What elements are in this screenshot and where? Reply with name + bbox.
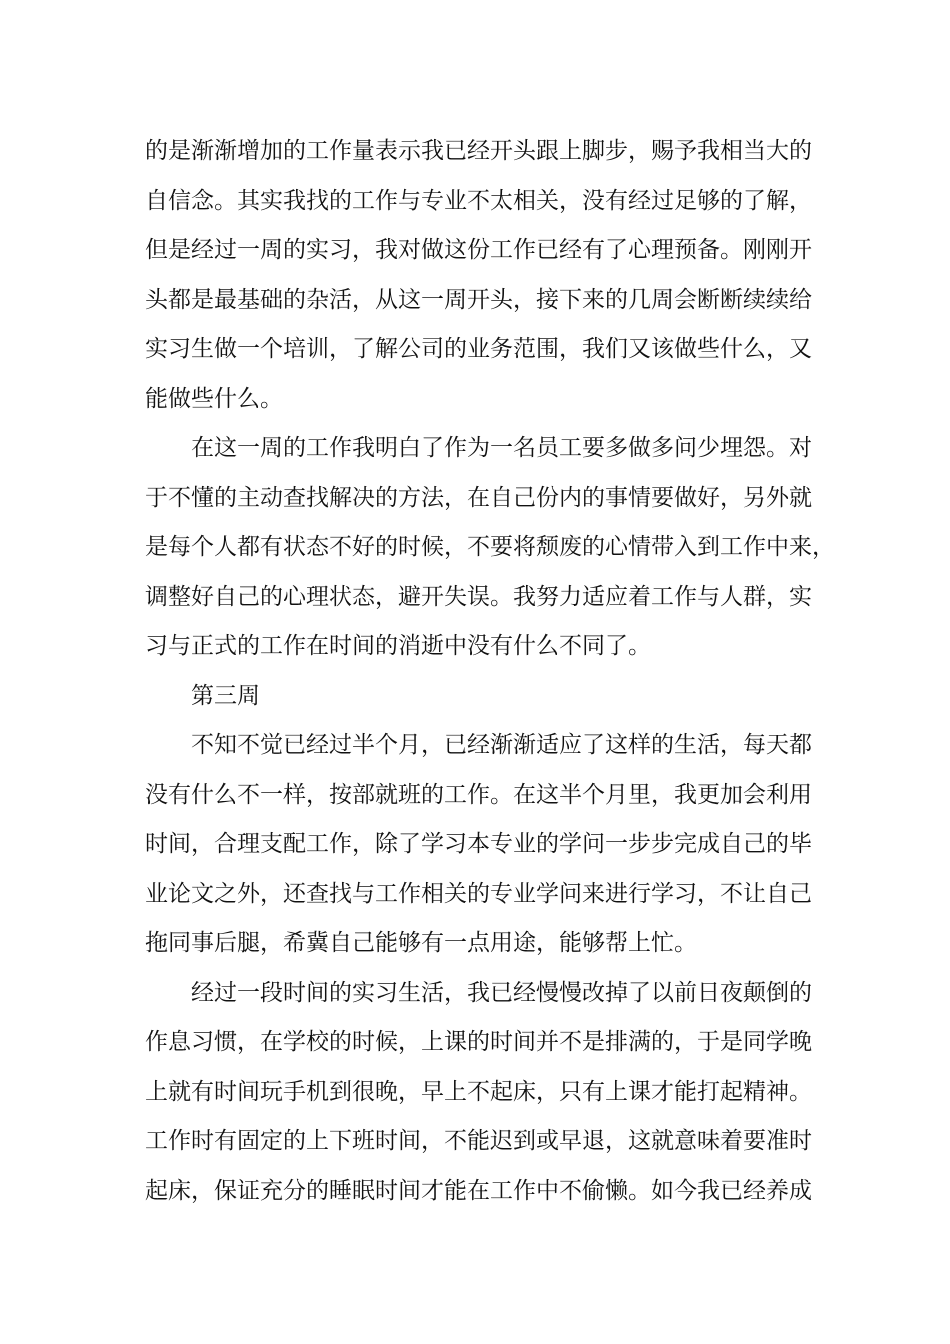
text-line: 调整好自己的心理状态，避开失误。我努力适应着工作与人群，实 <box>145 583 812 610</box>
text-line: 工作时有固定的上下班时间，不能迟到或早退，这就意味着要准时 <box>145 1128 812 1154</box>
text-line: 能做些什么。 <box>145 385 283 412</box>
paragraph-start-line: 在这一周的工作我明白了作为一名员工要多做多问少埋怨。对 <box>191 435 812 461</box>
text-line: 时间，合理支配工作，除了学习本专业的学问一步步完成自己的毕 <box>145 831 812 857</box>
text-line: 上就有时间玩手机到很晚，早上不起床，只有上课才能打起精神。 <box>145 1078 812 1105</box>
text-line: 没有什么不一样，按部就班的工作。在这半个月里，我更加会利用 <box>145 781 812 808</box>
text-line: 自信念。其实我找的工作与专业不太相关，没有经过足够的了解， <box>145 187 812 214</box>
paragraph-start-line: 不知不觉已经过半个月，已经渐渐适应了这样的生活，每天都 <box>191 732 812 758</box>
section-heading: 第三周 <box>191 682 260 709</box>
text-line: 拖同事后腿，希冀自己能够有一点用途，能够帮上忙。 <box>145 930 697 956</box>
text-line: 作息习惯，在学校的时候，上课的时间并不是排满的，于是同学晚 <box>145 1029 812 1055</box>
text-line: 实习生做一个培训，了解公司的业务范围，我们又该做些什么，又 <box>145 336 812 362</box>
body-text <box>145 131 835 1220</box>
text-line: 头都是最基础的杂活，从这一周开头，接下来的几周会断断续续给 <box>145 286 812 313</box>
text-line: 起床，保证充分的睡眠时间才能在工作中不偷懒。如今我已经养成 <box>145 1177 812 1204</box>
paragraph-start-line: 经过一段时间的实习生活，我已经慢慢改掉了以前日夜颠倒的 <box>191 979 812 1006</box>
text-line: 业论文之外，还查找与工作相关的专业学问来进行学习，不让自己 <box>145 880 812 907</box>
text-line: 但是经过一周的实习，我对做这份工作已经有了心理预备。刚刚开 <box>145 237 812 263</box>
text-line: 于不懂的主动查找解决的方法，在自己份内的事情要做好，另外就 <box>145 484 812 511</box>
text-line: 习与正式的工作在时间的消逝中没有什么不同了。 <box>145 633 651 659</box>
text-line: 是每个人都有状态不好的时候，不要将颓废的心情带入到工作中来， <box>145 534 835 560</box>
text-line: 的是渐渐增加的工作量表示我已经开头跟上脚步，赐予我相当大的 <box>145 138 812 164</box>
